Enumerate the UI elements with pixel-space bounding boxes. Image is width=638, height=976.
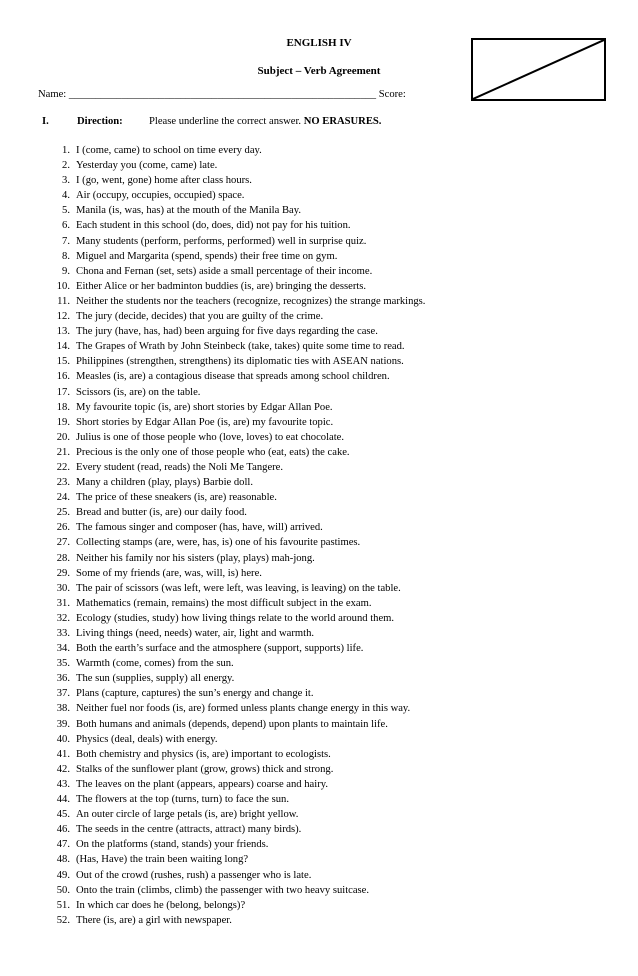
question-item (0, 762, 600, 777)
question-number: 13. (56, 326, 70, 338)
question-item (0, 445, 600, 460)
question-item (0, 852, 600, 867)
question-number: 42. (56, 763, 70, 775)
question-item (0, 535, 600, 550)
question-item (0, 505, 600, 520)
question-text: Many a children (play, plays) Barbie doll. (76, 477, 254, 489)
question-number: 5. (62, 205, 70, 217)
question-number: 19. (56, 416, 70, 428)
question-text: Many students (perform, performs, performed) well in surprise quiz. (76, 235, 367, 247)
worksheet-title: ENGLISH IV (286, 37, 352, 49)
question-item (0, 460, 600, 475)
question-number: 48. (56, 854, 70, 866)
question-number: 34. (56, 643, 70, 655)
question-item (0, 173, 600, 188)
question-text: Both chemistry and physics (is, are) important to ecologists. (76, 748, 331, 760)
question-item (0, 656, 600, 671)
question-text: I (go, went, gone) home after class hours. (76, 175, 252, 187)
question-text: Physics (deal, deals) with energy. (76, 733, 218, 745)
question-text: On the platforms (stand, stands) your friends. (76, 839, 269, 851)
worksheet-subtitle: Subject – Verb Agreement (257, 65, 381, 77)
question-item (0, 324, 600, 339)
question-item (0, 218, 600, 233)
question-item (0, 203, 600, 218)
question-item (0, 701, 600, 716)
question-text: Plans (capture, captures) the sun’s energy and change it. (76, 688, 314, 700)
question-item (0, 279, 600, 294)
section-numeral: I. (42, 116, 49, 127)
question-text: (Has, Have) the train been waiting long? (76, 854, 249, 866)
question-item (0, 822, 600, 837)
question-number: 35. (56, 658, 70, 670)
question-text: The jury (have, has, had) been arguing for five days regarding the case. (76, 326, 378, 338)
question-text: Every student (read, reads) the Noli Me Tangere. (76, 461, 284, 473)
question-text: Some of my friends (are, was, will, is) here. (76, 567, 262, 579)
question-text: The jury (decide, decides) that you are guilty of the crime. (76, 311, 324, 323)
question-item (0, 264, 600, 279)
question-item (0, 807, 600, 822)
question-number: 29. (56, 567, 70, 579)
question-number: 47. (56, 839, 70, 851)
question-text: There (is, are) a girl with newspaper. (76, 914, 232, 926)
question-item (0, 309, 600, 324)
question-text: Air (occupy, occupies, occupied) space. (76, 190, 245, 202)
direction-text: Please underline the correct answer. (149, 116, 302, 127)
question-text: Philippines (strengthen, strengthens) its diplomatic ties with ASEAN nations. (76, 356, 404, 368)
question-item (0, 611, 600, 626)
question-text: The famous singer and composer (has, have, will) arrived. (76, 522, 323, 534)
question-text: I (come, came) to school on time every day. (76, 145, 262, 156)
question-text: The sun (supplies, supply) all energy. (76, 673, 235, 685)
question-text: The price of these sneakers (is, are) reasonable. (76, 492, 277, 504)
question-number: 12. (56, 311, 70, 323)
direction-emphasis: NO ERASURES. (303, 116, 382, 127)
question-number: 23. (56, 477, 70, 489)
question-number: 32. (56, 612, 70, 624)
question-item (0, 400, 600, 415)
question-item (0, 747, 600, 762)
question-text: In which car does he (belong, belongs)? (76, 899, 246, 911)
question-item (0, 369, 600, 384)
question-number: 33. (56, 628, 70, 639)
question-item (0, 898, 600, 913)
question-item (0, 868, 600, 883)
question-number: 16. (56, 371, 70, 383)
question-text: Neither the students nor the teachers (recognize, recognizes) the strange markings. (76, 295, 426, 307)
question-text: My favourite topic (is, are) short stories by Edgar Allan Poe. (76, 401, 333, 413)
question-text: Miguel and Margarita (spend, spends) their free time on gym. (76, 250, 338, 262)
question-number: 30. (56, 582, 70, 594)
question-number: 46. (56, 824, 70, 836)
question-item (0, 913, 600, 928)
question-number: 7. (62, 235, 70, 247)
question-text: Yesterday you (come, came) late. (76, 160, 218, 172)
question-number: 41. (56, 748, 70, 760)
question-text: Both humans and animals (depends, depend) upon plants to maintain life. (76, 718, 388, 730)
question-item (0, 143, 600, 158)
question-list (0, 143, 600, 928)
question-item (0, 188, 600, 203)
question-item (0, 415, 600, 430)
score-box (471, 38, 606, 101)
question-item (0, 294, 600, 309)
question-text: Julius is one of those people who (love, loves) to eat chocolate. (76, 431, 345, 443)
question-number: 1. (62, 145, 70, 156)
question-number: 44. (56, 794, 70, 806)
question-text: The leaves on the plant (appears, appears) coarse and hairy. (76, 778, 328, 790)
question-number: 6. (62, 220, 70, 232)
question-number: 28. (56, 552, 70, 564)
question-item (0, 641, 600, 656)
question-text: Short stories by Edgar Allan Poe (is, are) my favourite topic. (76, 416, 334, 428)
question-number: 50. (56, 884, 70, 896)
question-number: 10. (56, 280, 70, 292)
question-number: 11. (57, 295, 70, 307)
question-text: The flowers at the top (turns, turn) to face the sun. (76, 794, 289, 806)
question-item (0, 385, 600, 400)
question-text: Stalks of the sunflower plant (grow, grows) thick and strong. (76, 763, 334, 775)
question-number: 31. (56, 597, 70, 609)
question-number: 49. (56, 869, 70, 881)
question-text: Chona and Fernan (set, sets) aside a small percentage of their income. (76, 265, 373, 277)
question-text: The Grapes of Wrath by John Steinbeck (take, takes) quite some time to read. (76, 341, 405, 353)
question-text: Each student in this school (do, does, did) not pay for his tuition. (76, 220, 351, 232)
question-number: 39. (56, 718, 70, 730)
question-text: Manila (is, was, has) at the mouth of the Manila Bay. (76, 205, 301, 217)
question-number: 4. (62, 190, 70, 202)
question-text: Precious is the only one of those people who (eat, eats) the cake. (76, 446, 350, 458)
question-item (0, 792, 600, 807)
question-item (0, 883, 600, 898)
question-text: Neither fuel nor foods (is, are) formed unless plants change energy in this way. (76, 703, 411, 715)
question-number: 9. (62, 265, 70, 277)
question-item (0, 354, 600, 369)
question-item (0, 717, 600, 732)
question-text: Collecting stamps (are, were, has, is) one of his favourite pastimes. (76, 537, 361, 549)
question-number: 45. (56, 809, 70, 821)
question-text: Mathematics (remain, remains) the most difficult subject in the exam. (76, 597, 372, 609)
question-item (0, 520, 600, 535)
question-item (0, 158, 600, 173)
question-number: 26. (56, 522, 70, 534)
question-number: 25. (56, 507, 70, 519)
question-item (0, 234, 600, 249)
question-item (0, 732, 600, 747)
question-item (0, 475, 600, 490)
question-item (0, 566, 600, 581)
question-text: Bread and butter (is, are) our daily food. (76, 507, 247, 519)
question-number: 15. (56, 356, 70, 368)
question-text: Out of the crowd (rushes, rush) a passenger who is late. (76, 869, 312, 881)
question-number: 8. (62, 250, 70, 262)
question-number: 37. (56, 688, 70, 700)
direction-instructions (149, 116, 381, 127)
question-number: 2. (62, 160, 70, 172)
question-text: Neither his family nor his sisters (play, plays) mah-jong. (76, 552, 315, 564)
question-text: The pair of scissors (was left, were left, was leaving, is leaving) on the table. (76, 582, 401, 594)
question-number: 36. (56, 673, 70, 685)
question-text: Onto the train (climbs, climb) the passenger with two heavy suitcase. (76, 884, 370, 896)
question-number: 51. (56, 899, 70, 911)
question-text: Living things (need, needs) water, air, light and warmth. (76, 628, 315, 639)
question-text: Ecology (studies, study) how living things relate to the world around them. (76, 612, 395, 624)
question-item (0, 671, 600, 686)
question-item (0, 490, 600, 505)
question-number: 43. (56, 778, 70, 790)
score-box-diagonal (473, 40, 604, 99)
question-number: 40. (56, 733, 70, 745)
question-item (0, 430, 600, 445)
question-item (0, 581, 600, 596)
question-item (0, 551, 600, 566)
question-text: Either Alice or her badminton buddies (is, are) bringing the desserts. (76, 280, 367, 292)
question-text: Measles (is, are) a contagious disease that spreads among school children. (76, 371, 390, 383)
question-text: An outer circle of large petals (is, are) bright yellow. (76, 809, 299, 821)
question-number: 17. (56, 386, 70, 398)
question-item (0, 249, 600, 264)
question-number: 27. (56, 537, 70, 549)
question-number: 14. (56, 341, 70, 353)
question-item (0, 626, 600, 641)
question-text: The seeds in the centre (attracts, attract) many birds). (76, 824, 302, 836)
question-number: 21. (56, 446, 70, 458)
question-text: Both the earth’s surface and the atmosphere (support, supports) life. (76, 643, 364, 655)
question-text: Warmth (come, comes) from the sun. (76, 658, 234, 670)
question-item (0, 777, 600, 792)
question-item (0, 596, 600, 611)
question-number: 3. (62, 175, 70, 187)
question-number: 20. (56, 431, 70, 443)
name-score-line: Name: __________________________________________________________ Score: (38, 89, 406, 100)
question-text: Scissors (is, are) on the table. (76, 386, 201, 398)
question-number: 18. (56, 401, 70, 413)
direction-label: Direction: (77, 116, 123, 127)
question-number: 52. (56, 914, 70, 926)
question-item (0, 339, 600, 354)
question-number: 24. (56, 492, 70, 504)
question-number: 22. (56, 461, 70, 473)
question-number: 38. (56, 703, 70, 715)
question-item (0, 837, 600, 852)
question-item (0, 686, 600, 701)
